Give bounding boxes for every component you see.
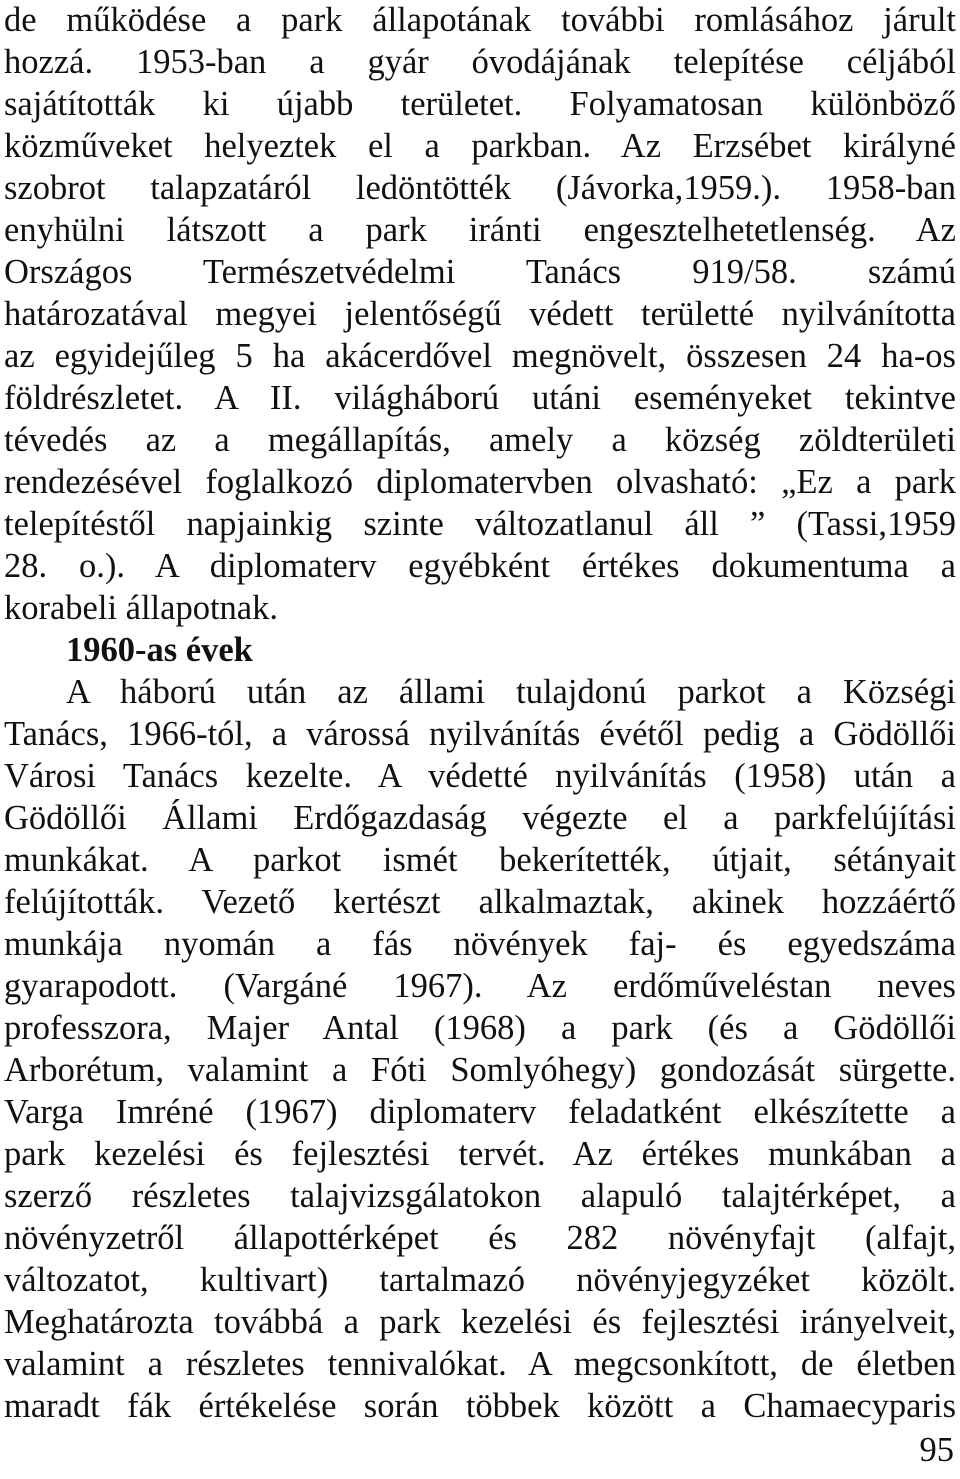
paragraph-line: szobrot talapzatáról ledöntötték (Jávorka,1959.). 1958-ban xyxy=(4,169,956,207)
paragraph-line: Gödöllői Állami Erdőgazdaság végezte el a parkfelújítási xyxy=(4,799,956,837)
paragraph-line: korabeli állapotnak. xyxy=(4,589,278,627)
paragraph-line: közműveket helyeztek el a parkban. Az Erzsébet királyné xyxy=(4,127,956,165)
section-heading: 1960-as évek xyxy=(66,631,253,669)
paragraph-line: az egyidejűleg 5 ha akácerdővel megnövelt, összesen 24 ha-os xyxy=(4,337,956,375)
paragraph-line: Országos Természetvédelmi Tanács 919/58. számú xyxy=(4,253,956,291)
paragraph-line: Tanács, 1966-tól, a várossá nyilvánítás évétől pedig a Gödöllői xyxy=(4,715,956,753)
paragraph-line: A háború után az állami tulajdonú parkot a Községi xyxy=(66,673,956,711)
paragraph-line: munkákat. A parkot ismét bekerítették, útjait, sétányait xyxy=(4,841,956,879)
paragraph-line: maradt fák értékelése során többek között a Chamaecyparis xyxy=(4,1387,956,1425)
paragraph-line: tévedés az a megállapítás, amely a község zöldterületi xyxy=(4,421,956,459)
paragraph-line: határozatával megyei jelentőségű védett területté nyilvánította xyxy=(4,295,956,333)
paragraph-line: változatot, kultivart) tartalmazó növényjegyzéket közölt. xyxy=(4,1261,956,1299)
paragraph-line: gyarapodott. (Vargáné 1967). Az erdőműveléstan neves xyxy=(4,967,956,1005)
paragraph-line: Varga Imréné (1967) diplomaterv feladatként elkészítette a xyxy=(4,1093,956,1131)
paragraph-line: sajátították ki újabb területet. Folyamatosan különböző xyxy=(4,85,956,123)
page-number: 95 xyxy=(919,1431,954,1469)
paragraph-line: szerző részletes talajvizsgálatokon alapuló talajtérképet, a xyxy=(4,1177,956,1215)
paragraph-line: földrészletet. A II. világháború utáni eseményeket tekintve xyxy=(4,379,956,417)
paragraph-line: professzora, Majer Antal (1968) a park (és a Gödöllői xyxy=(4,1009,956,1047)
paragraph-line: telepítéstől napjainkig szinte változatlanul áll ” (Tassi,1959 xyxy=(4,505,956,543)
paragraph-line: Városi Tanács kezelte. A védetté nyilvánítás (1958) után a xyxy=(4,757,956,795)
paragraph-line: 28. o.). A diplomaterv egyébként értékes dokumentuma a xyxy=(4,547,956,585)
paragraph-line: növényzetről állapottérképet és 282 növényfajt (alfajt, xyxy=(4,1219,956,1257)
paragraph-line: hozzá. 1953-ban a gyár óvodájának telepítése céljából xyxy=(4,43,956,81)
paragraph-line: park kezelési és fejlesztési tervét. Az értékes munkában a xyxy=(4,1135,956,1173)
paragraph-line: de működése a park állapotának további romlásához járult xyxy=(4,1,956,39)
paragraph-line: Meghatározta továbbá a park kezelési és fejlesztési irányelveit, xyxy=(4,1303,956,1341)
paragraph-line: Arborétum, valamint a Fóti Somlyóhegy) gondozását sürgette. xyxy=(4,1051,956,1089)
paragraph-line: enyhülni látszott a park iránti engesztelhetetlenség. Az xyxy=(4,211,956,249)
paragraph-line: felújították. Vezető kertészt alkalmaztak, akinek hozzáértő xyxy=(4,883,956,921)
paragraph-line: rendezésével foglalkozó diplomatervben olvasható: „Ez a park xyxy=(4,463,956,501)
paragraph-line: valamint a részletes tennivalókat. A megcsonkított, de életben xyxy=(4,1345,956,1383)
paragraph-line: munkája nyomán a fás növények faj- és egyedszáma xyxy=(4,925,956,963)
